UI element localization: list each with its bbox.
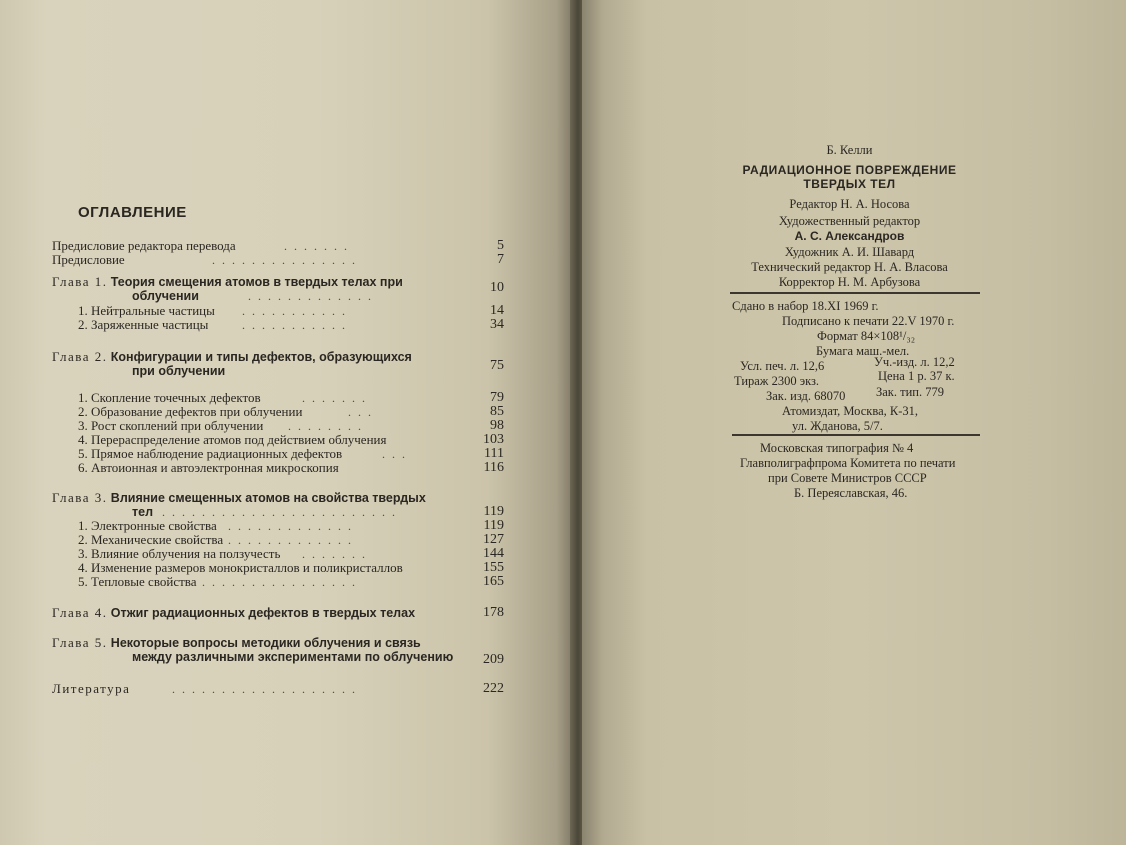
toc-row: 5. Прямое наблюдение радиационных дефектов ... 111: [78, 446, 504, 461]
toc-title: ОГЛАВЛЕНИЕ: [78, 204, 187, 221]
toc-entry-label: Отжиг радиационных дефектов в твердых телах: [110, 606, 416, 620]
toc-page-number: 222: [483, 681, 504, 696]
imprint-printer-line3: при Совете Министров СССР: [768, 471, 927, 485]
imprint-print-run: Тираж 2300 экз.: [734, 374, 820, 388]
toc-chapter-prefix: Глава 2.: [52, 349, 108, 364]
toc-entry-label: Некоторые вопросы методики облучения и связь: [110, 636, 421, 650]
toc-page-number: 103: [483, 432, 504, 447]
toc-row: 5. Тепловые свойства ................ 165: [78, 574, 504, 589]
toc-page-number: 116: [483, 460, 504, 475]
toc-row: 3. Рост скоплений при облучении ........ 98: [78, 418, 504, 433]
imprint-price: Цена 1 р. 37 к.: [878, 369, 955, 383]
toc-entry-label: Предисловие: [52, 252, 125, 267]
toc-page-number: 79: [490, 390, 504, 405]
toc-page-number: 10: [490, 280, 504, 295]
imprint-signed: Подписано к печати 22.V 1970 г.: [782, 314, 955, 328]
toc-page-number: 127: [483, 532, 504, 547]
imprint-artist: Художник А. И. Шавард: [784, 245, 915, 259]
toc-row: [52, 461, 504, 475]
toc-page-number: 155: [483, 560, 504, 575]
toc-entry-label: 3. Влияние облучения на ползучесть: [78, 546, 281, 561]
imprint-submitted: Сдано в набор 18.XI 1969 г.: [732, 299, 879, 313]
toc-entry-label: Предисловие редактора перевода: [52, 238, 236, 253]
toc-entry-continuation: между различными экспериментами по облучению: [132, 650, 454, 664]
toc-row: 1. Скопление точечных дефектов ....... 79: [78, 390, 504, 405]
toc-page-number: 34: [490, 317, 504, 332]
imprint-title-line1: РАДИАЦИОННОЕ ПОВРЕЖДЕНИЕ: [742, 163, 957, 177]
imprint-order-typography: Зак. тип. 779: [876, 385, 944, 399]
toc-chapter-row: Глава 1. Теория смещения атомов в твердых телах при облучении ............. 10: [52, 274, 504, 303]
toc-entry-label: 5. Прямое наблюдение радиационных дефектов: [78, 446, 343, 461]
toc-row: Предисловие редактора перевода ....... 5: [52, 238, 504, 253]
toc-row: 3. Влияние облучения на ползучесть ....... 144: [78, 546, 504, 561]
toc-page-number: 165: [483, 574, 504, 589]
toc-entry-label: 4. Изменение размеров монокристаллов и поликристаллов: [78, 560, 403, 575]
imprint-title-line2: ТВЕРДЫХ ТЕЛ: [803, 177, 896, 191]
toc-row: 1. Электронные свойства ............. 119: [78, 518, 504, 533]
toc-entry-label: 3. Рост скоплений при облучении: [78, 418, 264, 433]
toc-entry-continuation: облучении: [132, 289, 199, 303]
toc-entry-label: 1. Скопление точечных дефектов: [78, 390, 261, 405]
toc-row: Литература ................... 222: [52, 681, 504, 696]
toc-page-number: 119: [483, 504, 504, 519]
toc-entry-label: 2. Заряженные частицы: [78, 317, 209, 332]
toc-chapter-row: [52, 350, 504, 378]
toc-entry-label: Литература: [52, 681, 131, 696]
toc-entry-label: Влияние смещенных атомов на свойства твердых: [110, 491, 426, 505]
toc-page-number: 178: [483, 605, 504, 620]
imprint-print-sheets: Усл. печ. л. 12,6: [740, 359, 825, 373]
toc-page-number: 14: [490, 303, 504, 318]
toc-entry-label: 5. Тепловые свойства: [78, 574, 197, 589]
imprint-paper: Бумага маш.-мел.: [816, 344, 910, 358]
toc-row: [52, 433, 504, 447]
toc-entry-continuation: тел: [132, 505, 154, 519]
imprint-tech-editor: Технический редактор Н. А. Власова: [751, 260, 948, 274]
toc-row: 2. Заряженные частицы ........... 34: [78, 317, 504, 332]
toc-chapter-prefix: Глава 1.: [52, 274, 108, 289]
toc-page-number: 119: [483, 518, 504, 533]
toc-page-number: 5: [497, 238, 504, 253]
toc-page-number: 111: [484, 446, 504, 461]
imprint-divider: [730, 292, 980, 294]
imprint-art-editor-label: Художественный редактор: [778, 214, 921, 228]
toc-chapter-prefix: Глава 4.: [52, 605, 108, 620]
toc-chapter-row: Глава 3. Влияние смещенных атомов на свойства твердых тел ........................ 119: [52, 490, 504, 519]
imprint-printer-line2: Главполиграфпрома Комитета по печати: [740, 456, 956, 470]
imprint-printer-line1: Московская типография № 4: [760, 441, 914, 455]
imprint-divider: [732, 434, 980, 436]
toc-page-number: 75: [490, 358, 504, 373]
toc-entry-label: 1. Нейтральные частицы: [78, 303, 215, 318]
toc-row: Предисловие ............... 7: [52, 252, 504, 267]
imprint-printer-line4: Б. Переяславская, 46.: [794, 486, 908, 500]
toc-page-number: 98: [490, 418, 504, 433]
toc-entry-label: 2. Образование дефектов при облучении: [78, 404, 303, 419]
toc-page-number: 209: [483, 652, 504, 667]
toc-page-number: 7: [497, 252, 504, 267]
imprint-order-publisher: Зак. изд. 68070: [766, 389, 846, 403]
toc-entry-label: 6. Автоионная и автоэлектронная микроскопия: [78, 460, 339, 475]
imprint-corrector: Корректор Н. М. Арбузова: [778, 275, 921, 289]
toc-page-number: 144: [483, 546, 504, 561]
imprint-format: Формат 84×108¹/₃₂: [817, 329, 916, 343]
toc-row: 2. Механические свойства ............. 127: [78, 532, 504, 547]
toc-chapter-row: [52, 606, 504, 620]
imprint-address: ул. Жданова, 5/7.: [792, 419, 883, 433]
toc-row: 1. Нейтральные частицы ........... 14: [78, 303, 504, 318]
toc-chapter-row: [52, 635, 504, 667]
toc-entry-label: 2. Механические свойства: [78, 532, 224, 547]
toc-row: [52, 561, 504, 575]
imprint-page: [582, 0, 1126, 845]
imprint-art-editor-name: А. С. Александров: [794, 229, 905, 243]
imprint-edu-sheets: Уч.-изд. л. 12,2: [874, 355, 955, 369]
imprint-publisher: Атомиздат, Москва, К-31,: [782, 404, 919, 418]
toc-chapter-prefix: Глава 3.: [52, 490, 108, 505]
toc-entry-label: Теория смещения атомов в твердых телах при: [110, 275, 403, 289]
toc-entry-continuation: при облучении: [132, 364, 226, 378]
toc-page-number: 85: [490, 404, 504, 419]
toc-entry-label: Конфигурации и типы дефектов, образующихся: [110, 350, 412, 364]
toc-entry-label: 1. Электронные свойства: [78, 518, 217, 533]
toc-entry-label: 4. Перераспределение атомов под действием облучения: [78, 432, 387, 447]
imprint-author: Б. Келли: [826, 143, 873, 157]
toc-row: 2. Образование дефектов при облучении ... 85: [78, 404, 504, 419]
toc-chapter-prefix: Глава 5.: [52, 635, 108, 650]
imprint-editor: Редактор Н. А. Носова: [789, 197, 910, 211]
